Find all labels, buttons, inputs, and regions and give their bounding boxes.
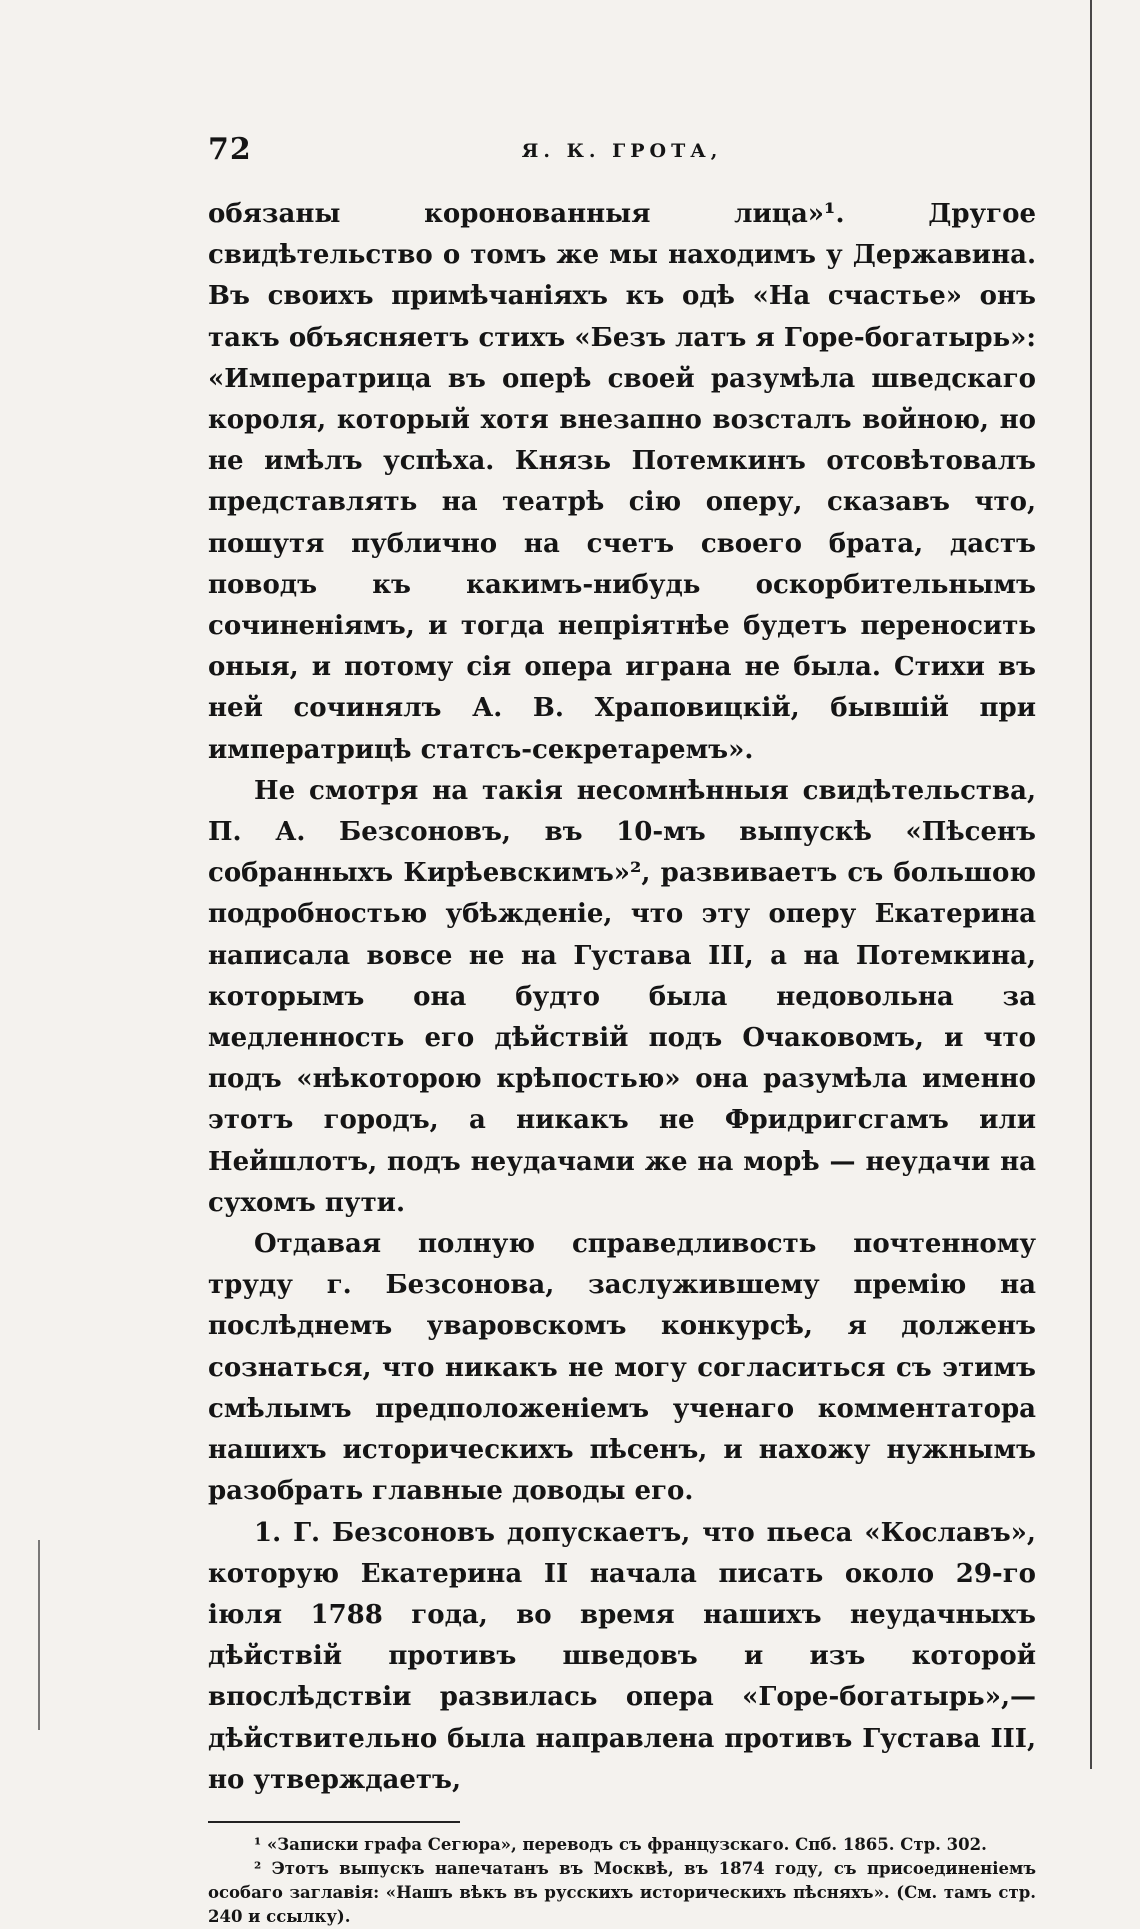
scan-edge-line xyxy=(1090,0,1092,1769)
paragraph-1: обязаны коронованныя лица»¹. Другое свидѣтельство о томъ же мы находимъ у Державина. Въ своихъ примѣчаніяхъ къ одѣ «На счастье» онъ такъ объясняетъ стихъ «Безъ латъ я Горе-богатырь»: «Императрица въ оперѣ своей разумѣла шведскаго короля, который хотя внезапно возсталъ войною, но не имѣлъ успѣха. Князь Потемкинъ отсовѣтовалъ представлять на театрѣ сію оперу, сказавъ что, пошутя публично на счетъ своего брата, дастъ поводъ къ какимъ-нибудь оскорбительнымъ сочиненіямъ, и тогда непріятнѣе будетъ переносить оныя, и потому сія опера играна не была. Стихи въ ней сочинялъ А. В. Храповицкій, бывшій при императрицѣ статсъ-секретаремъ». xyxy=(208,199,1036,765)
page-number: 72 xyxy=(208,132,252,167)
running-head: Я. К. ГРОТА, xyxy=(521,140,723,162)
paragraph-4: 1. Г. Безсоновъ допускаетъ, что пьеса «Кославъ», которую Екатерина II начала писать около 29-го іюля 1788 года, во время нашихъ неудачныхъ дѣйствій противъ шведовъ и изъ которой впослѣдствіи развилась опера «Горе-богатырь»,—дѣйствительно была направлена противъ Густава III, но утверждаетъ, xyxy=(208,1517,1036,1795)
paragraph-3: Отдавая полную справедливость почтенному труду г. Безсонова, заслужившему премію на послѣднемъ уваровскомъ конкурсѣ, я долженъ сознаться, что никакъ не могу согласиться съ этимъ смѣлымъ предположеніемъ ученаго комментатора нашихъ историческихъ пѣсенъ, и нахожу нужнымъ разобрать главные доводы его. xyxy=(208,1229,1036,1507)
footnote-2: ² Этотъ выпускъ напечатанъ въ Москвѣ, въ 1874 году, съ присоединеніемъ особаго заглавія: «Нашъ вѣкъ въ русскихъ историческихъ пѣсняхъ». (См. тамъ стр. 240 и ссылку). xyxy=(208,1858,1036,1926)
book-page xyxy=(208,132,1036,1929)
footnote-1: ¹ «Записки графа Сегюра», переводъ съ французскаго. Спб. 1865. Стр. 302. xyxy=(254,1834,987,1854)
footnote-divider xyxy=(208,1821,460,1823)
paragraph-2: Не смотря на такія несомнѣнныя свидѣтельства, П. А. Безсоновъ, въ 10-мъ выпускѣ «Пѣсенъ собранныхъ Кирѣевскимъ»², развиваетъ съ большою подробностью убѣжденіе, что эту оперу Екатерина написала вовсе не на Густава III, а на Потемкина, которымъ она будто была недовольна за медленность его дѣйствій подъ Очаковомъ, и что подъ «нѣкоторою крѣпостью» она разумѣла именно этотъ городъ, а никакъ не Фридригсгамъ или Нейшлотъ, подъ неудачами же на морѣ — неудачи на сухомъ пути. xyxy=(208,775,1036,1218)
footnotes xyxy=(208,1833,1036,1929)
scan-left-mark xyxy=(38,1540,40,1730)
page-header xyxy=(208,132,1036,176)
body-text xyxy=(208,194,1036,1801)
